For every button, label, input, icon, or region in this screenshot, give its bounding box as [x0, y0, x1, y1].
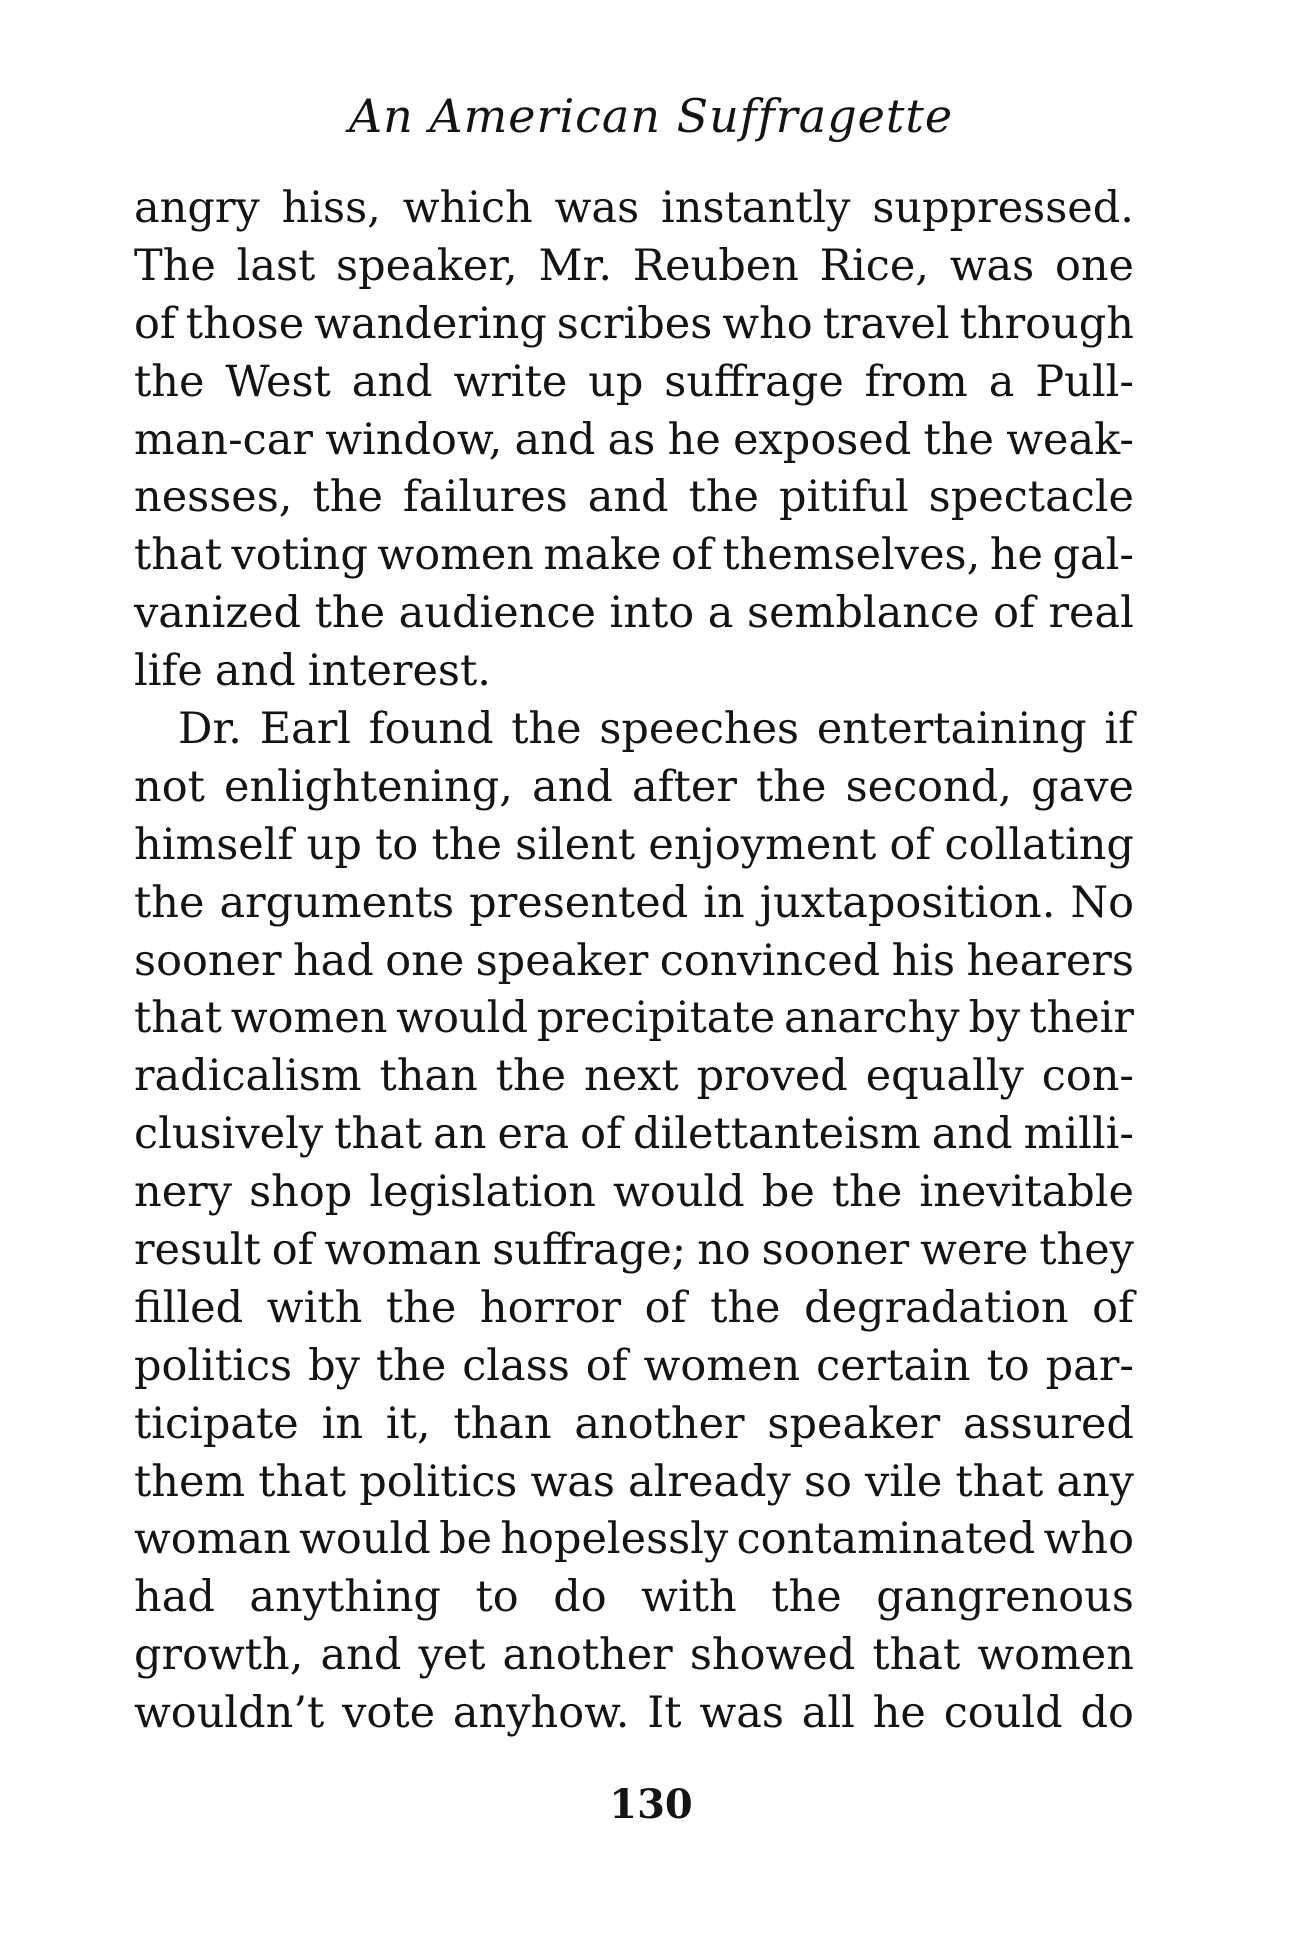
text-line: growth, and yet another showed that women: [134, 1630, 1134, 1681]
running-head: An American Suffragette: [348, 89, 954, 143]
text-line: not enlightening, and after the second, gave: [134, 761, 1134, 812]
text-line: sooner had one speaker convinced his hearers: [134, 935, 1134, 986]
text-line: ticipate in it, than another speaker assured: [134, 1398, 1134, 1449]
paragraph: [134, 180, 1134, 701]
text-line: life and interest.: [134, 646, 491, 697]
text-line: vanized the audience into a semblance of real: [134, 588, 1134, 639]
text-line: the West and write up suffrage from a Pull-: [134, 356, 1134, 407]
body-text: [134, 180, 1134, 1743]
text-line: the arguments presented in juxtaposition. No: [134, 877, 1134, 928]
text-line: woman would be hopelessly contaminated who: [134, 1514, 1134, 1565]
text-line: nesses, the failures and the pitiful spectacle: [134, 472, 1134, 523]
text-line: The last speaker, Mr. Reuben Rice, was one: [134, 240, 1134, 291]
text-line: man-car window, and as he exposed the weak-: [134, 414, 1134, 465]
text-line: clusively that an era of dilettanteism and milli-: [134, 1109, 1134, 1160]
text-line: of those wandering scribes who travel through: [134, 298, 1134, 349]
text-line: Dr. Earl found the speeches entertaining if: [178, 704, 1134, 755]
text-line: result of woman suffrage; no sooner were they: [134, 1225, 1134, 1276]
text-line: radicalism than the next proved equally con-: [134, 1051, 1134, 1102]
text-line: that women would precipitate anarchy by their: [134, 993, 1134, 1044]
page-number: 130: [609, 1781, 693, 1828]
text-line: that voting women make of themselves, he gal-: [134, 530, 1134, 581]
text-line: wouldn’t vote anyhow. It was all he could do: [134, 1688, 1134, 1739]
text-line: had anything to do with the gangrenous: [134, 1572, 1134, 1623]
text-line: himself up to the silent enjoyment of collating: [134, 819, 1134, 870]
paragraph: [134, 701, 1134, 1743]
text-line: nery shop legislation would be the inevitable: [134, 1167, 1134, 1218]
text-line: filled with the horror of the degradation of: [134, 1282, 1134, 1333]
text-line: angry hiss, which was instantly suppressed.: [134, 183, 1134, 233]
text-line: them that politics was already so vile that any: [134, 1456, 1134, 1507]
text-line: politics by the class of women certain to par-: [134, 1340, 1134, 1391]
